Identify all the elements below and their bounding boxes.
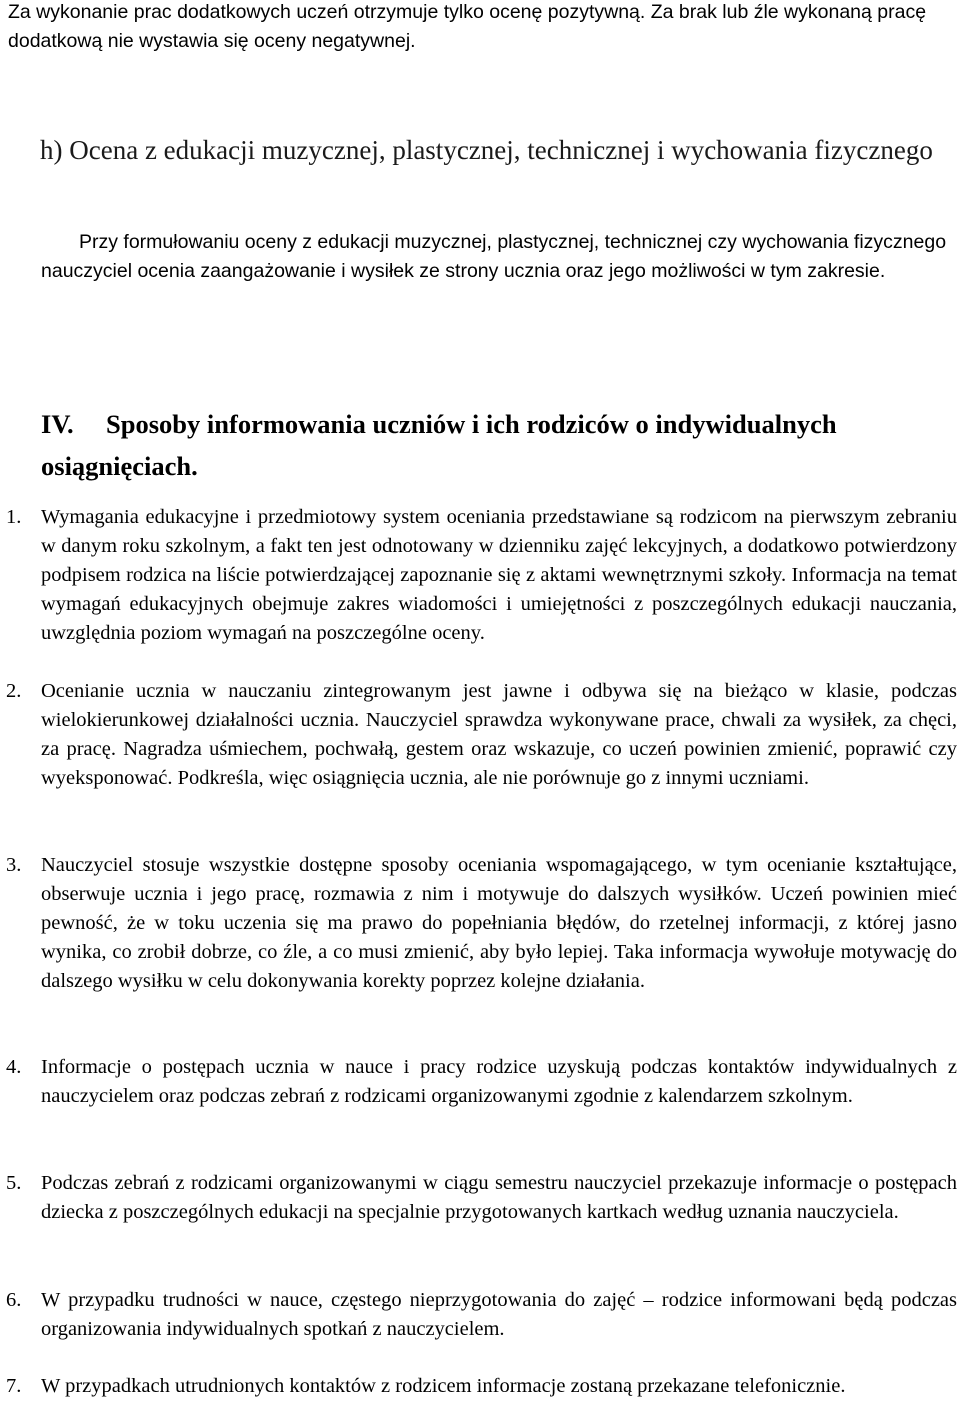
section-iv-number: IV.: [41, 409, 74, 439]
list-item-text: Informacje o postępach ucznia w nauce i pracy rodzice uzyskują podczas kontaktów indywidualnych z nauczycielem oraz podczas zebrań z rodzicami organizowanymi zgodnie z kalendarzem szkolnym.: [41, 1056, 957, 1107]
subsection-h-paragraph: Przy formułowaniu oceny z edukacji muzycznej, plastycznej, technicznej czy wychowania fizycznego nauczyciel ocenia zaangażowanie i wysiłek ze strony ucznia oraz jego możliwości w tym zakresie.: [41, 231, 947, 282]
list-item-1: [0, 503, 958, 648]
list-item-number: 5.: [6, 1172, 22, 1194]
list-item-text: W przypadkach utrudnionych kontaktów z rodzicem informacje zostaną przekazane telefonicznie.: [41, 1375, 846, 1397]
section-iv-heading: [41, 403, 958, 487]
section-iv-title: Sposoby informowania uczniów i ich rodziców o indywidualnych osiągnięciach.: [41, 409, 837, 481]
list-item-text: Podczas zebrań z rodzicami organizowanymi w ciągu semestru nauczyciel przekazuje informacje o postępach dziecka z poszczególnych edukacji na specjalnie przygotowanych kartkach według uznania nauczyciela.: [41, 1172, 957, 1223]
list-item-number: 7.: [6, 1375, 22, 1397]
list-item-number: 2.: [6, 680, 22, 702]
list-item-text: Ocenianie ucznia w nauczaniu zintegrowanym jest jawne i odbywa się na bieżąco w klasie, podczas wielokierunkowej działalności ucznia. Nauczyciel sprawdza wykonywane prace, chwali za wysiłek, za chęci, za pracę. Nagradza uśmiechem, pochwałą, gestem oraz wskazuje, co uczeń powinien zmienić, poprawić czy wyeksponować. Podkreśla, więc osiągnięcia ucznia, ale nie porównuje go z innymi uczniami.: [41, 680, 957, 789]
list-item-number: 4.: [6, 1056, 22, 1078]
list-item-6: [0, 1286, 958, 1344]
list-item-5: [0, 1169, 958, 1227]
list-item-text: W przypadku trudności w nauce, częstego nieprzygotowania do zajęć – rodzice informowani będą podczas organizowania indywidualnych spotkań z nauczycielem.: [41, 1289, 957, 1340]
list-item-number: 6.: [6, 1289, 22, 1311]
list-item-number: 1.: [6, 506, 22, 528]
list-item-2: [0, 677, 958, 793]
list-item-4: [0, 1053, 958, 1111]
subsection-h-heading: h) Ocena z edukacji muzycznej, plastycznej, technicznej i wychowania fizycznego: [40, 135, 933, 165]
list-item-3: [0, 851, 958, 996]
list-item-text: Nauczyciel stosuje wszystkie dostępne sposoby oceniania wspomagającego, w tym ocenianie kształtujące, obserwuje ucznia i jego pracę, rozmawia z nim i motywuje do dalszych wysiłków. Uczeń powinien mieć pewność, że w toku uczenia się ma prawo do popełniania błędów, do rzetelnej informacji, z której jasno wynika, co zrobił dobrze, co źle, a co musi zmienić, aby było lepiej. Taka informacja wywołuje motywację do dalszego wysiłku w celu dokonywania korekty poprzez kolejne działania.: [41, 854, 957, 992]
list-item-text: Wymagania edukacyjne i przedmiotowy system oceniania przedstawiane są rodzicom na pierwszym zebraniu w danym roku szkolnym, a fakt ten jest odnotowany w dzienniku zajęć lekcyjnych, a dodatkowo potwierdzony podpisem rodzica na liście potwierdzającej zapoznanie się z aktami wewnętrznymi szkoły. Informacja na temat wymagań edukacyjnych obejmuje zakres wiadomości i umiejętności z poszczególnych edukacji nauczania, uwzględnia poziom wymagań na poszczególne oceny.: [41, 506, 957, 644]
list-item-7: [0, 1372, 958, 1401]
intro-paragraph: Za wykonanie prac dodatkowych uczeń otrzymuje tylko ocenę pozytywną. Za brak lub źle wykonaną pracę dodatkową nie wystawia się oceny negatywnej.: [8, 1, 927, 52]
list-item-number: 3.: [6, 854, 22, 876]
